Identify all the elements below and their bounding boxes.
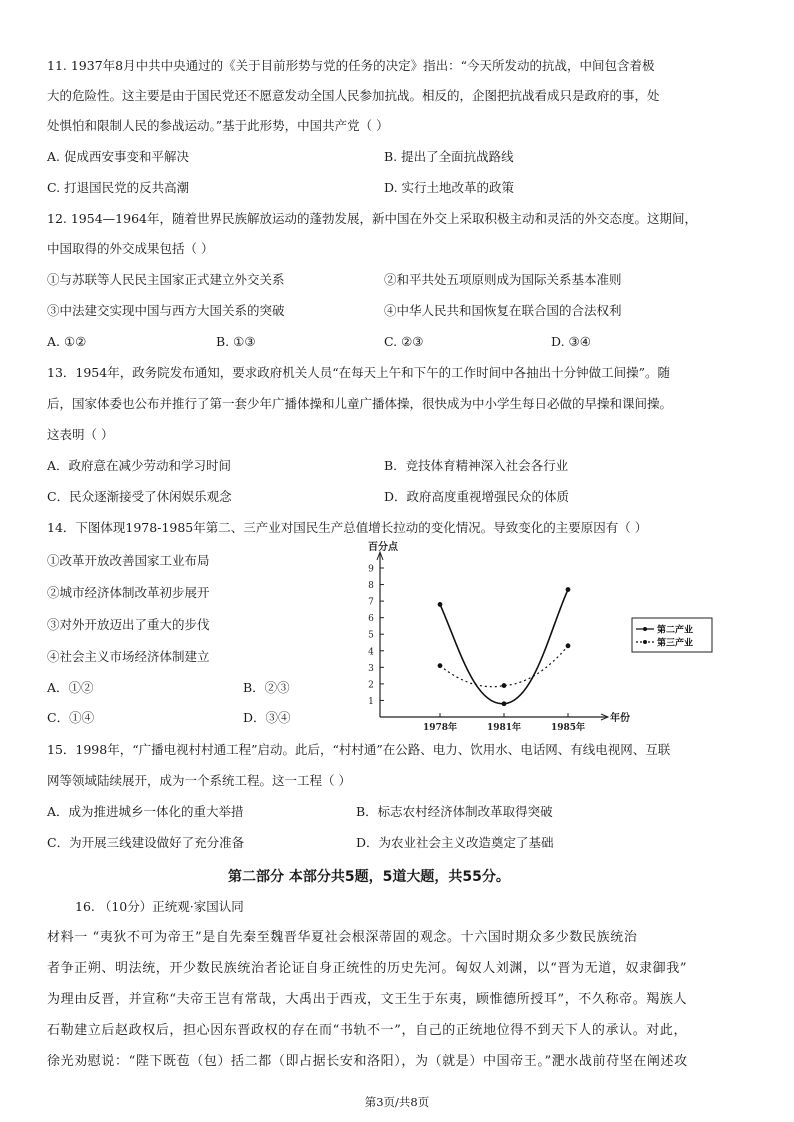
q13-option-c[interactable]: C．民众逐渐接受了休闲娱乐观念 <box>47 489 232 504</box>
q16-material-line-4: 石勒建立后赵政权后，担心因东晋政权的存在而“书轨不一”，自己的正统地位得不到天下人的承认。对此， <box>47 1023 688 1038</box>
x-axis-label: 年份 <box>610 713 630 724</box>
q11-line-1: 11. 1937年8月中共中央通过的《关于目前形势与党的任务的决定》指出：“今天所发动的抗战，中间包含着极 <box>47 58 655 73</box>
q12-item-4: ④中华人民共和国恢复在联合国的合法权利 <box>384 303 622 318</box>
q16-material-line-5: 徐光劝慰说：“陛下既苞（包）括二都（即占据长安和洛阳），为（就是）中国帝王。”淝水战前苻坚在阐述攻 <box>47 1054 688 1069</box>
q15-option-b[interactable]: B．标志农村经济体制改革取得突破 <box>356 804 553 819</box>
q14-item-2: ②城市经济体制改革初步展开 <box>47 585 210 600</box>
q11-line-2: 大的危险性。这主要是由于国民党还不愿意发动全国人民参加抗战。相反的，企图把抗战看成只是政府的事，处 <box>47 88 660 103</box>
q13-line-2: 后，国家体委也公布并推行了第一套少年广播体操和儿童广播体操，很快成为中小学生每日必做的早操和课间操。 <box>47 396 673 411</box>
x-tick-label: 1985年 <box>550 723 586 733</box>
data-point-secondary <box>566 587 571 592</box>
q16-material-line-3: 为理由反晋，并宣称“夫帝王岂有常哉，大禹出于西戎，文王生于东夷，顾惟德所授耳”，不久称帝。羯族人 <box>47 992 688 1007</box>
q12-option-c[interactable]: C. ②③ <box>384 334 424 349</box>
q11-line-3: 处惧怕和限制人民的参战运动。”基于此形势，中国共产党（ ） <box>47 118 389 133</box>
legend-marker <box>643 627 647 631</box>
q14-item-4: ④社会主义市场经济体制建立 <box>47 649 210 664</box>
y-tick-label: 8 <box>368 581 374 592</box>
q15-line-1: 15．1998年，“广播电视村村通工程”启动。此后，“村村通”在公路、电力、饮用水、电话网、有线电视网、互联 <box>47 742 671 757</box>
data-point-tertiary <box>566 643 571 648</box>
legend-label: 第三产业 <box>657 638 694 649</box>
q11-option-a[interactable]: A. 促成西安事变和平解决 <box>47 149 189 164</box>
q12-option-a[interactable]: A. ①② <box>47 334 87 349</box>
q15-option-a[interactable]: A．成为推进城乡一体化的重大举措 <box>47 804 244 819</box>
y-tick-label: 5 <box>368 630 374 641</box>
q13-option-b[interactable]: B．竞技体育精神深入社会各行业 <box>384 458 569 473</box>
industry-growth-chart <box>340 540 760 740</box>
q11-option-b[interactable]: B. 提出了全面抗战路线 <box>384 149 514 164</box>
q16-material-line-1: 材料一 “夷狄不可为帝王”是自先秦至魏晋华夏社会根深蒂固的观念。十六国时期众多少数民族统治 <box>47 930 638 945</box>
q13-option-a[interactable]: A．政府意在减少劳动和学习时间 <box>47 458 232 473</box>
q15-option-c[interactable]: C．为开展三线建设做好了充分准备 <box>47 835 245 850</box>
q13-option-d[interactable]: D．政府高度重视增强民众的体质 <box>384 489 570 504</box>
q14-item-1: ①改革开放改善国家工业布局 <box>47 553 210 568</box>
y-axis-label: 百分点 <box>368 542 398 553</box>
y-tick-label: 4 <box>368 647 374 658</box>
q16-title: 16. （10分）正统观·家国认同 <box>75 899 244 914</box>
y-tick-label: 2 <box>368 680 374 691</box>
q14-option-c[interactable]: C．①④ <box>47 710 95 725</box>
q12-line-1: 12. 1954—1964年，随着世界民族解放运动的蓬勃发展，新中国在外交上采取积极主动和灵活的外交态度。这期间， <box>47 211 697 226</box>
page-number: 第3页/共8页 <box>364 1095 430 1109</box>
data-point-tertiary <box>502 683 507 688</box>
q12-item-2: ②和平共处五项原则成为国际关系基本准则 <box>384 272 622 287</box>
q14-option-b[interactable]: B．②③ <box>243 680 290 695</box>
q11-option-d[interactable]: D. 实行土地改革的政策 <box>384 180 515 195</box>
q14-item-3: ③对外开放迈出了重大的步伐 <box>47 617 210 632</box>
data-point-secondary <box>502 701 507 706</box>
q11-option-c[interactable]: C. 打退国民党的反共高潮 <box>47 180 190 195</box>
legend-marker <box>643 640 647 644</box>
q13-line-3: 这表明（ ） <box>47 427 114 442</box>
legend-label: 第二产业 <box>657 625 694 636</box>
q12-item-3: ③中法建交实现中国与西方大国关系的突破 <box>47 303 285 318</box>
q15-line-2: 网等领域陆续展开，成为一个系统工程。这一工程（ ） <box>47 773 351 788</box>
x-tick-label: 1981年 <box>486 723 522 733</box>
y-tick-label: 3 <box>368 663 374 674</box>
q14-option-d[interactable]: D．③④ <box>243 710 291 725</box>
y-tick-label: 9 <box>368 564 374 575</box>
x-tick-label: 1978年 <box>422 723 458 733</box>
q12-item-1: ①与苏联等人民民主国家正式建立外交关系 <box>47 272 285 287</box>
q12-option-b[interactable]: B. ①③ <box>216 334 256 349</box>
data-point-secondary <box>438 602 443 607</box>
y-tick-label: 6 <box>368 614 374 625</box>
part-two-heading: 第二部分 本部分共5题，5道大题，共55分。 <box>228 869 510 885</box>
q12-option-d[interactable]: D. ③④ <box>551 334 591 349</box>
y-tick-label: 1 <box>368 696 374 707</box>
q13-line-1: 13．1954年，政务院发布通知，要求政府机关人员“在每天上午和下午的工作时间中各抽出十分钟做工间操”。随 <box>47 365 671 380</box>
q14-option-a[interactable]: A．①② <box>47 680 94 695</box>
data-point-tertiary <box>438 663 443 668</box>
q15-option-d[interactable]: D．为农业社会主义改造奠定了基础 <box>356 835 554 850</box>
q12-line-2: 中国取得的外交成果包括（ ） <box>47 241 214 256</box>
q14-line-1: 14．下图体现1978-1985年第二、三产业对国民生产总值增长拉动的变化情况。导致变化的主要原因有（ ） <box>47 520 648 535</box>
y-tick-label: 7 <box>368 597 374 608</box>
q16-material-line-2: 者争正朔、明法统，开少数民族统治者论证自身正统性的历史先河。匈奴人刘渊，以“晋为无道，奴隶御我” <box>47 961 688 976</box>
